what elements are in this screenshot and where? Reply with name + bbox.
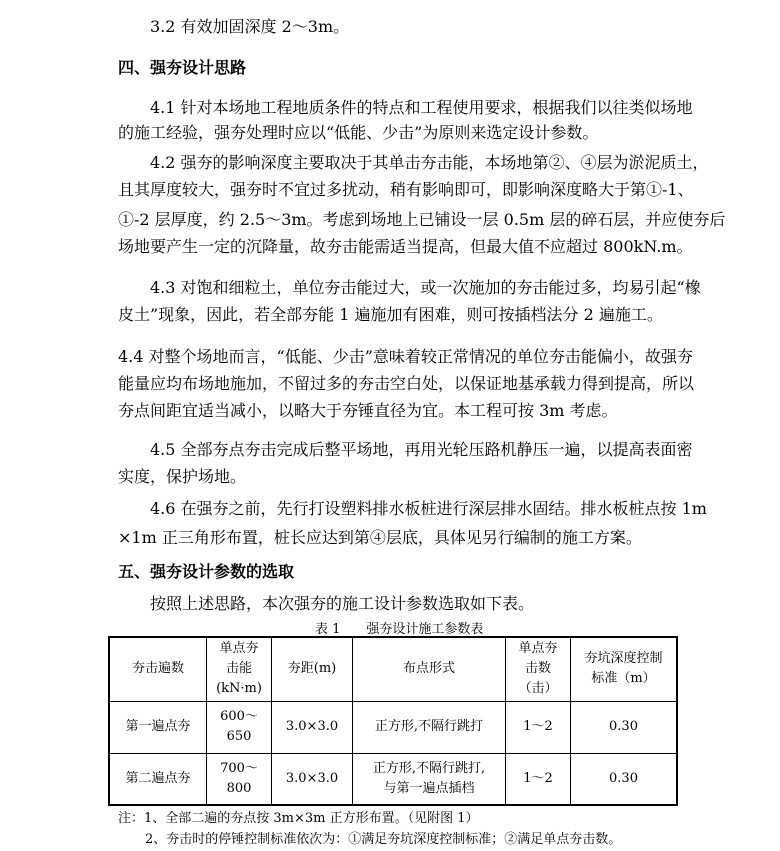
paragraph-4-5-line2: 实度，保护场地。 — [118, 467, 247, 486]
table-header-row — [109, 637, 677, 701]
table-cell: 3.0×3.0 — [272, 701, 353, 753]
parameters-table — [108, 636, 678, 806]
table-cell: 1～2 — [506, 753, 571, 805]
table-cell: 1～2 — [506, 701, 571, 753]
table-row — [109, 753, 677, 805]
table-cell: 0.30 — [571, 701, 678, 753]
table-cell: 3.0×3.0 — [272, 753, 353, 805]
table-note-1: 注：1、全部二遍的夯点按 3m×3m 正方形布置。（见附图 1） — [118, 811, 479, 826]
table-cell: 0.30 — [571, 753, 678, 805]
table-note-2: 2、夯击时的停锤控制标准依次为：①满足夯坑深度控制标准；②满足单点夯击数。 — [145, 832, 622, 847]
paragraph-4-4-line1: 4.4 对整个场地而言，“低能、少击”意味着较正常情况的单位夯击能偏小，故强夯 — [118, 347, 693, 366]
paragraph-4-2-line2: 且其厚度较大，强夯时不宜过多扰动，稍有影响即可，即影响深度略大于第①-1、 — [118, 180, 694, 199]
header-cell: 夯坑深度控制 标准（m） — [571, 637, 678, 701]
table-caption: 表 1 强夯设计施工参数表 — [315, 622, 484, 637]
table-cell: 600～ 650 — [207, 701, 272, 753]
section-heading-4: 四、强夯设计思路 — [118, 58, 247, 77]
paragraph-4-2-line1: 4.2 强夯的影响深度主要取决于其单击夯击能，本场地第②、④层为淤泥质土， — [150, 153, 709, 172]
table-cell: 第一遍点夯 — [109, 701, 207, 753]
table-cell: 第二遍点夯 — [109, 753, 207, 805]
paragraph-4-4-line2: 能量应均布场地施加，不留过多的夯击空白处，以保证地基承载力得到提高，所以 — [118, 374, 695, 393]
table-cell: 700～ 800 — [207, 753, 272, 805]
paragraph-4-1-line1: 4.1 针对本场地工程地质条件的特点和工程使用要求，根据我们以往类似场地 — [150, 98, 693, 117]
paragraph-4-3-line2: 皮土”现象，因此，若全部夯能 1 遍施加有困难，则可按插档法分 2 遍施工。 — [118, 305, 663, 324]
section-heading-5: 五、强夯设计参数的选取 — [118, 562, 295, 581]
paragraph-intro-table: 按照上述思路，本次强夯的施工设计参数选取如下表。 — [150, 594, 535, 613]
paragraph-3-2: 3.2 有效加固深度 2～3m。 — [150, 17, 350, 36]
paragraph-4-3-line1: 4.3 对饱和细粒土，单位夯击能过大，或一次施加的夯击能过多，均易引起“橡 — [150, 278, 701, 297]
table-row — [109, 701, 677, 753]
paragraph-4-5-line1: 4.5 全部夯点夯击完成后整平场地，再用光轮压路机静压一遍，以提高表面密 — [150, 440, 693, 459]
header-cell: 单点夯 击能 (kN·m) — [207, 637, 272, 701]
paragraph-4-6-line2: ×1m 正三角形布置，桩长应达到第④层底，具体见另行编制的施工方案。 — [118, 528, 642, 547]
header-cell: 布点形式 — [353, 637, 506, 701]
paragraph-4-2-line3: ①-2 层厚度，约 2.5～3m。考虑到场地上已铺设一层 0.5m 层的碎石层，并应使夯后 — [118, 210, 726, 229]
table-cell: 正方形,不隔行跳打 — [353, 701, 506, 753]
header-cell: 夯距(m) — [272, 637, 353, 701]
paragraph-4-1-line2: 的施工经验，强夯处理时应以“低能、少击”为原则来选定设计参数。 — [118, 123, 599, 142]
header-cell: 夯击遍数 — [109, 637, 207, 701]
paragraph-4-4-line3: 夯点间距宜适当减小，以略大于夯锤直径为宜。本工程可按 3m 考虑。 — [118, 401, 618, 420]
paragraph-4-6-line1: 4.6 在强夯之前，先行打设塑料排水板桩进行深层排水固结。排水板桩点按 1m — [150, 499, 707, 518]
paragraph-4-2-line4: 场地要产生一定的沉降量，故夯击能需适当提高，但最大值不应超过 800kN.m。 — [118, 237, 693, 256]
table-cell: 正方形,不隔行跳打, 与第一遍点插档 — [353, 753, 506, 805]
header-cell: 单点夯 击数 （击） — [506, 637, 571, 701]
